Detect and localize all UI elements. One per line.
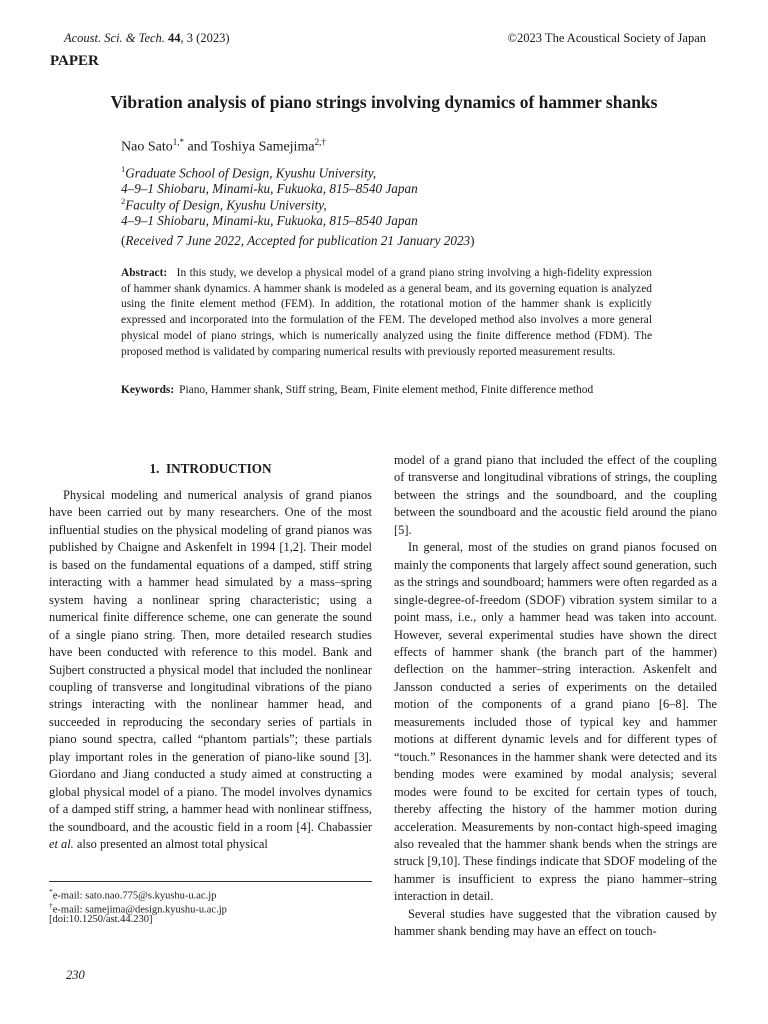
author-name: Toshiya Samejima (210, 139, 315, 155)
author-ref: Chabassier (317, 819, 372, 834)
et-al: et al. (49, 837, 74, 852)
keywords-label: Keywords: (121, 384, 175, 396)
section-heading-introduction: 1. INTRODUCTION (149, 461, 272, 476)
abstract-label: Abstract: (121, 267, 168, 279)
paragraph (49, 487, 372, 854)
author-name: Nao Sato (121, 139, 173, 155)
journal-issue: , 3 (2023) (180, 31, 230, 45)
affiliation-line: Faculty of Design, Kyushu University, (125, 197, 327, 213)
author-connector: and (183, 139, 211, 155)
running-header-copyright: ©2023 The Acoustical Society of Japan (507, 31, 706, 45)
paragraph: In general, most of the studies on grand pianos focused on mainly the components that largely affect sound generation, such as the strings and soundboard; hammers were often regarded as a single-degree-of-freedom (SDOF) vibration system similar to a point mass, i.e., only a hammer head was taken into account. However, several experimental studies have shown the direct effects of hammer shank (the branch part of the hammer) deflection on the hammer–string interaction. Askenfelt and Jansson conducted a series of experiments on the detailed motion of the components of a grand piano [6–8]. The measurements included those of typical key and hammer motions at different dynamic levels and for different types of “touch.” Resonances in the hammer shank were detected and its bending modes were examined by modal analysis; several modes were found to be excited for certain types of touch, thereby affecting the history of the hammer motion during acceleration. Measurements by non-contact high-speed imaging also revealed that the hammer shank bends when the strings are struck [9,10]. These findings indicate that SDOF modeling of the hammer is insufficient to express the piano hammer–string interaction in detail. (394, 540, 717, 904)
paren-open: ( (121, 233, 126, 248)
affiliation-line: Graduate School of Design, Kyushu University, (125, 165, 377, 181)
journal-name: Acoust. Sci. & Tech. (64, 31, 165, 45)
keywords-text: Piano, Hammer shank, Stiff string, Beam, Finite element method, Finite difference method (179, 384, 594, 396)
received-text: Received 7 June 2022, Accepted for publication 21 January 2023 (125, 233, 471, 248)
footnote-divider (49, 881, 372, 882)
keywords (121, 383, 652, 399)
affiliation-1 (121, 161, 418, 197)
affiliation-number: 2 (121, 196, 126, 206)
author-affiliation-mark: 1,* (172, 137, 184, 147)
abstract-text: In this study, we develop a physical model of a grand piano string involving a high-fidelity expression of hammer shank dynamics. A hammer shank is modeled as a general beam, and its governing equation is analyzed using the finite element method (FEM). In addition, the rotational motion of the hammer shank is explicitly expressed and incorporated into the formulation of the FEM. The developed method also involves a more general physical model of piano strings, which is numerically analyzed using the finite difference method (FDM). The proposed method is validated by comparing numerical results with previously reported measurement results. (121, 267, 652, 358)
affiliation-number: 1 (121, 164, 126, 174)
affiliation-2 (121, 193, 418, 229)
paragraph: model of a grand piano that included the effect of the coupling of transverse and longitudinal vibrations of strings, the coupling between the strings and the soundboard, and the coupling between the soundboard and the acoustic field around the piano [5]. (394, 453, 717, 537)
footnote-text: e-mail: sato.nao.775@s.kyushu-u.ac.jp (52, 890, 217, 902)
paper-type-label: PAPER (50, 53, 99, 69)
left-column-body (49, 487, 372, 854)
affiliation-line: 4–9–1 Shiobaru, Minami-ku, Fukuoka, 815–8540 Japan (121, 213, 418, 229)
paragraph-text: also presented an almost total physical (76, 837, 268, 852)
paragraph: Several studies have suggested that the vibration caused by hammer shank bending may have an effect on touch- (394, 906, 717, 939)
page-number: 230 (66, 968, 85, 982)
paragraph-text: Physical modeling and numerical analysis of grand pianos have been carried out by many researchers. One of the most influential studies on the physical modeling of grand pianos was published by Chaigne and Askenfelt in 1994 [1,2]. Their model is based on the fundamental equations of a damped, stiff string interacting with a hammer head simulated by a mass–spring system having a nonlinear spring characteristic; using a numerical finite difference scheme, one can generate the sound of a single piano string. Then, more detailed research studies have been conducted with reference to this model. Bank and Sujbert constructed a physical model that included the nonlinear coupling of transverse and longitudinal vibrations of the piano strings interacting with the nonlinear hammer head, and succeeded in reproducing the secondary series of partials in piano sound spectra, called “phantom partials”; these partials play important roles in the generation of piano-like sound [3]. Giordano and Jiang conducted a study aimed at constructing a global physical model of a piano. The model involves dynamics of a damped stiff string, a hammer head with nonlinear stiffness, the soundboard, and the acoustic field in a room [4]. (49, 488, 372, 834)
paren-close: ) (470, 233, 475, 248)
footnote-text: e-mail: samejima@design.kyushu-u.ac.jp (52, 904, 227, 916)
affiliation-line: 4–9–1 Shiobaru, Minami-ku, Fukuoka, 815–8540 Japan (121, 181, 418, 197)
footnote-mark: * (49, 887, 53, 896)
author-list (121, 137, 326, 156)
abstract (121, 266, 652, 360)
footnote-mark: † (49, 901, 53, 910)
running-header-journal (64, 31, 230, 46)
right-column-body (394, 452, 717, 941)
journal-volume: 44 (168, 31, 181, 45)
received-dates (121, 233, 475, 249)
footnote-doi: [doi:10.1250/ast.44.230] (49, 914, 153, 925)
paper-title: Vibration analysis of piano strings involving dynamics of hammer shanks (110, 92, 658, 112)
author-affiliation-mark: 2,† (314, 137, 326, 147)
